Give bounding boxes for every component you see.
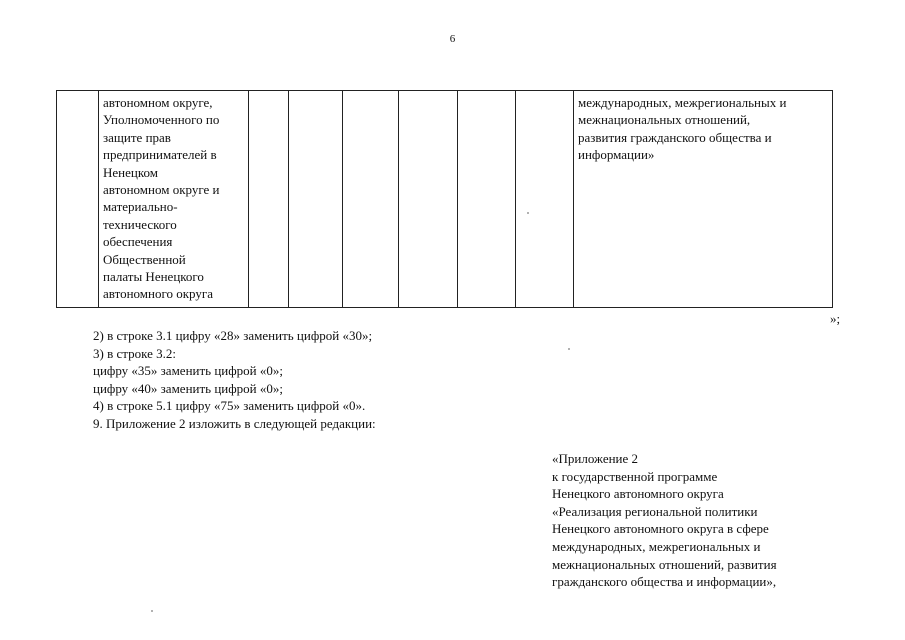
table-cell-name (99, 91, 249, 308)
table-cell-text: палаты Ненецкого (103, 269, 204, 285)
table-cell-empty (289, 91, 343, 308)
appendix-header-line: гражданского общества и информации», (552, 574, 777, 590)
amendment-line: 9. Приложение 2 изложить в следующей редакции: (93, 415, 376, 431)
table-cell-text: автономного округа (103, 286, 213, 302)
appendix-header-line: «Приложение 2 (552, 451, 639, 466)
table-cell-text: материально- (103, 199, 178, 215)
table-cell-empty (249, 91, 289, 308)
scan-speck (151, 610, 153, 612)
appendix-header-line: международных, межрегиональных и (552, 538, 761, 554)
table-cell-text: международных, межрегиональных и (578, 95, 787, 110)
appendix-header-line: к государственной программе (552, 468, 718, 484)
amendment-line: цифру «35» заменить цифрой «0»; (93, 363, 283, 379)
table-cell-empty (458, 91, 516, 308)
table-cell-note (574, 91, 833, 308)
continued-table (56, 90, 833, 308)
amendment-line: цифру «40» заменить цифрой «0»; (93, 380, 283, 396)
appendix-header-line: межнациональных отношений, развития (552, 556, 777, 572)
table-row (57, 91, 833, 308)
amendment-line: 3) в строке 3.2: (93, 345, 176, 361)
appendix-header-line: Ненецкого автономного округа в сфере (552, 521, 769, 537)
table-cell-empty (516, 91, 574, 308)
scan-speck (568, 348, 570, 350)
table-cell-text: Общественной (103, 251, 186, 267)
appendix-header-line: Ненецкого автономного округа (552, 486, 724, 502)
scan-speck (527, 212, 529, 214)
table-cell-text: информации» (578, 147, 655, 163)
amendment-text (93, 327, 376, 433)
table-cell-text: технического (103, 216, 177, 232)
table-cell-text: обеспечения (103, 234, 173, 250)
table-cell-text: предпринимателей в (103, 147, 217, 163)
closing-quote: »; (830, 311, 841, 326)
page-number: 6 (449, 33, 456, 45)
appendix-header-line: «Реализация региональной политики (552, 503, 758, 519)
table-cell-text: развития гражданского общества и (578, 129, 772, 145)
table-cell-text: автономном округе и (103, 182, 220, 198)
table-cell-empty (343, 91, 399, 308)
table-cell-empty (399, 91, 458, 308)
table-cell-text: Уполномоченного по (103, 112, 220, 128)
table-cell-text: защите прав (103, 129, 171, 145)
amendment-line: 2) в строке 3.1 цифру «28» заменить цифрой «30»; (93, 328, 373, 343)
table-cell-text: Ненецком (103, 164, 158, 180)
table-cell-text: межнациональных отношений, (578, 112, 751, 128)
appendix-header (552, 450, 777, 591)
amendment-line: 4) в строке 5.1 цифру «75» заменить цифрой «0». (93, 398, 366, 414)
table-cell-text: автономном округе, (103, 95, 213, 110)
table-cell-number (57, 91, 99, 308)
